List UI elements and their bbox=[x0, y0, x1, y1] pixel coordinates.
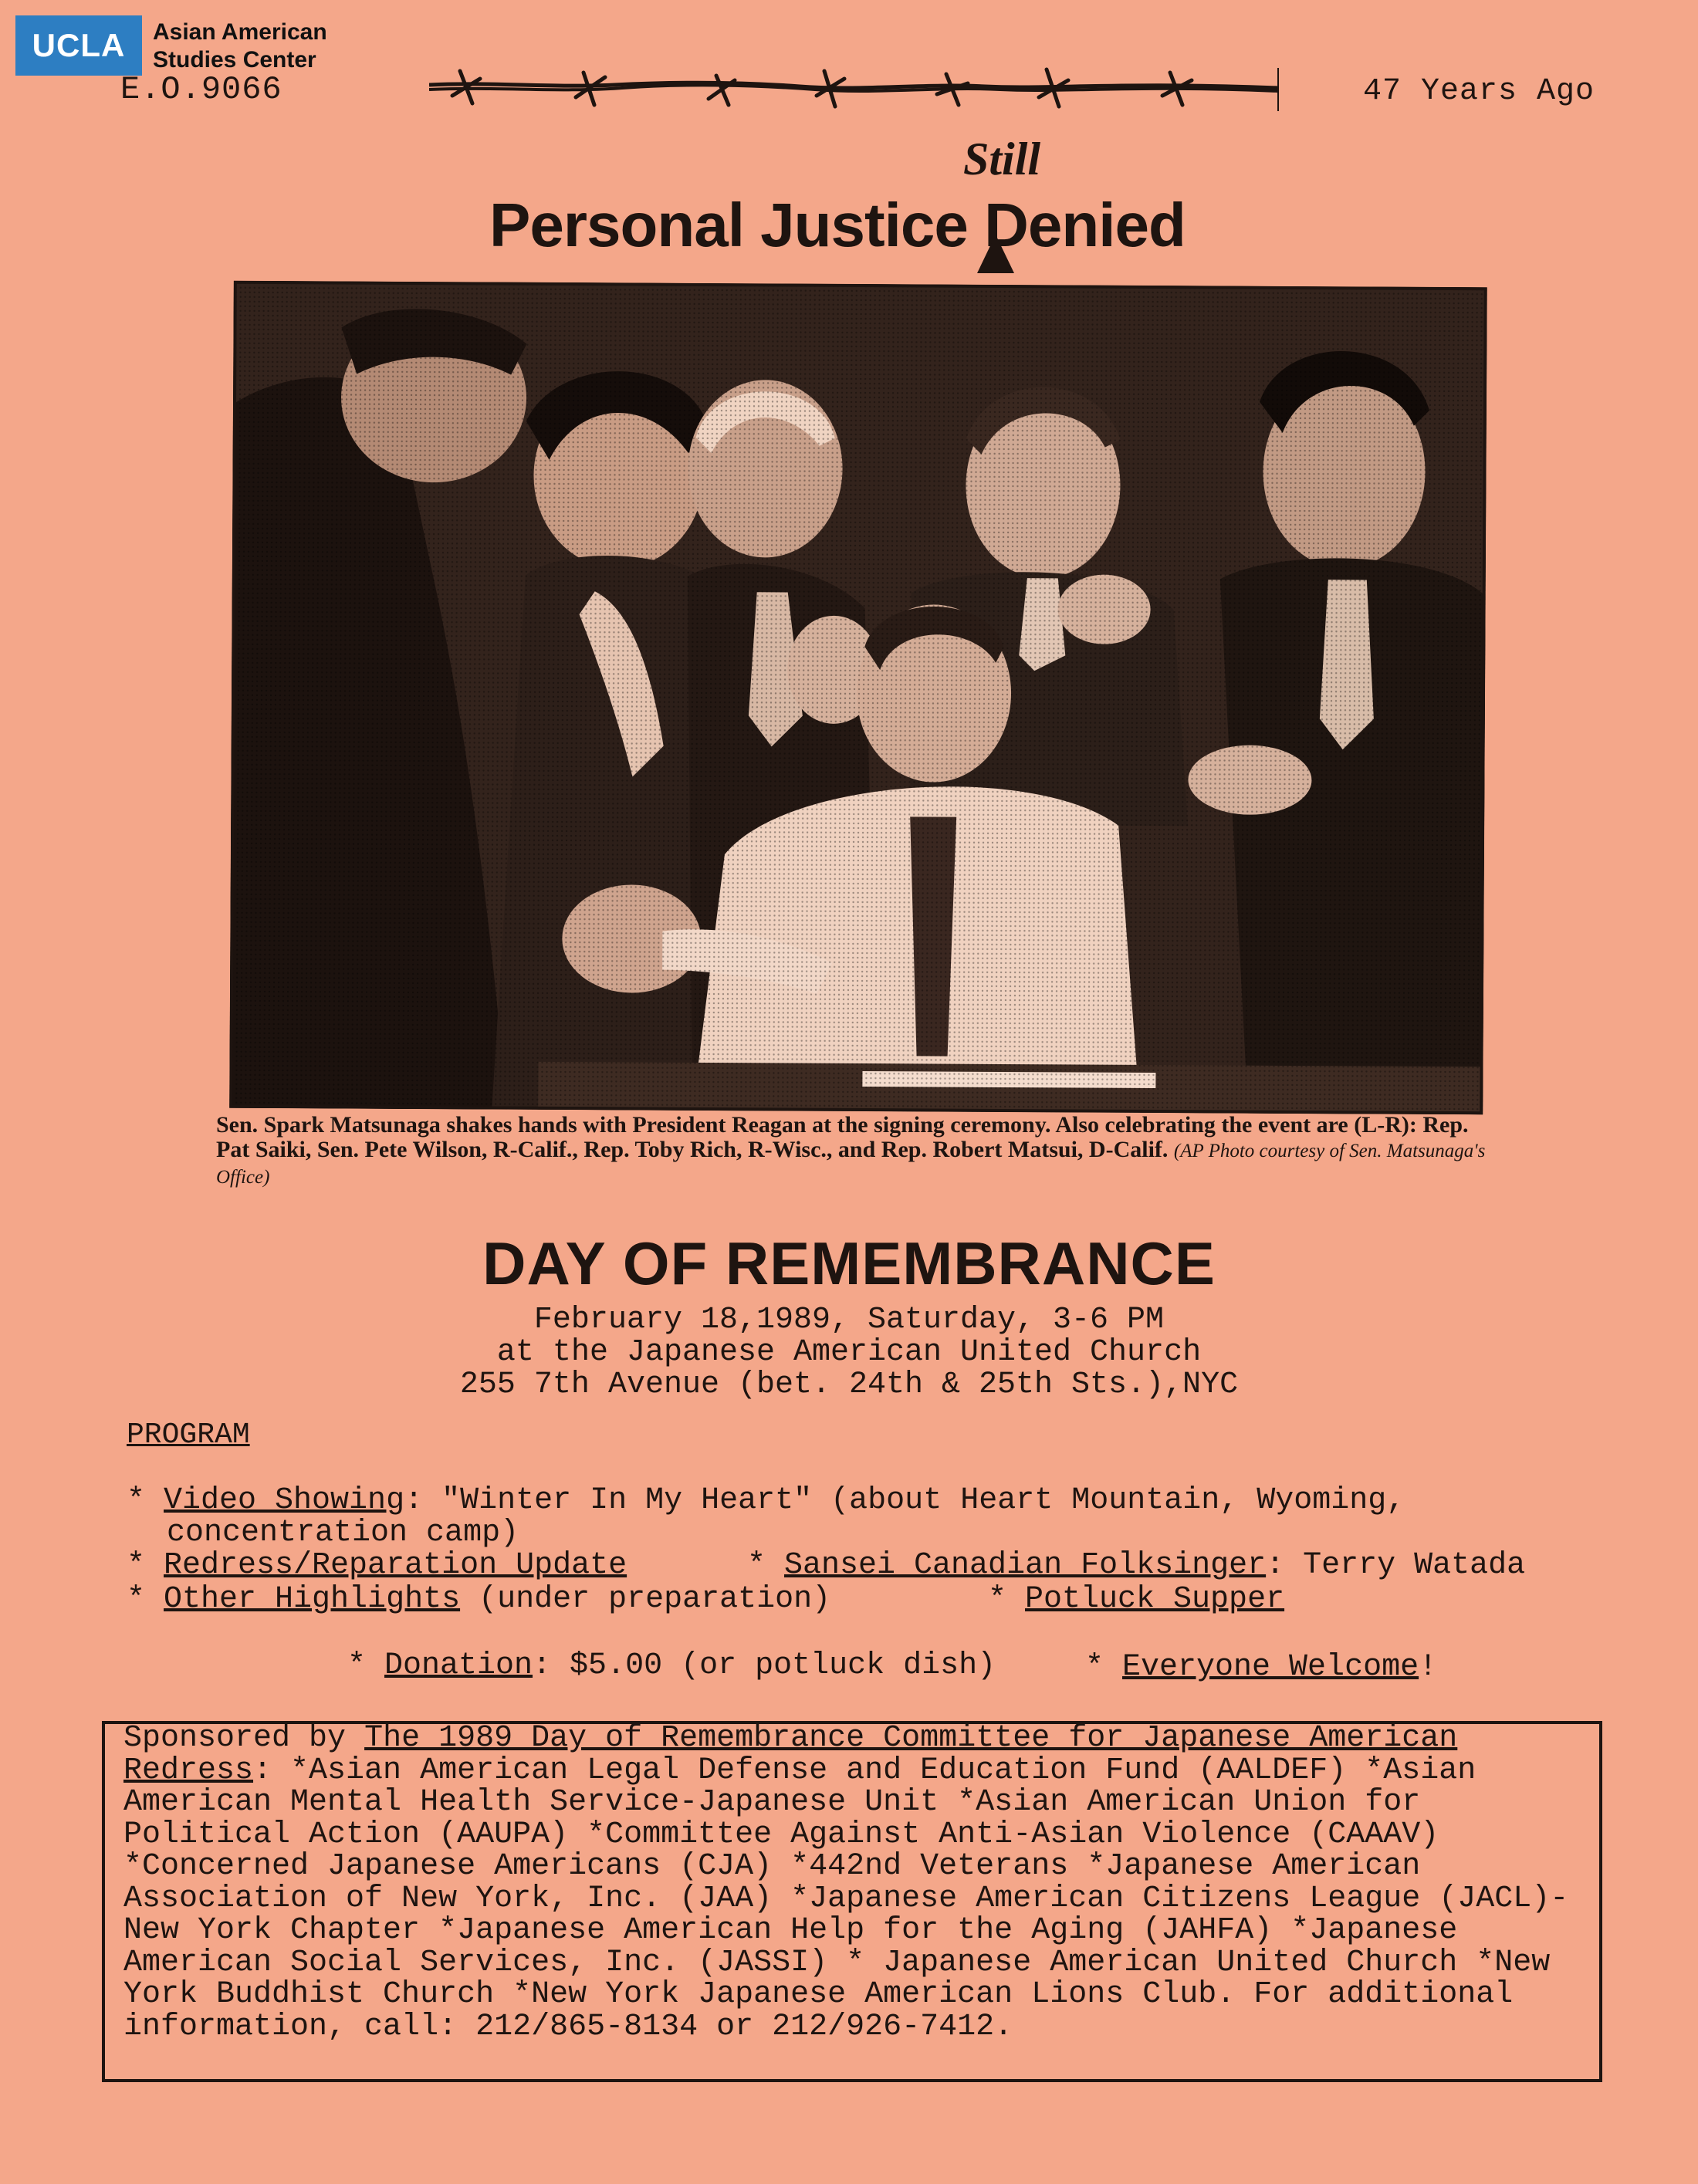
event-title: DAY OF REMEMBRANCE bbox=[482, 1229, 1216, 1297]
photo-credit: (AP Photo courtesy of Sen. Matsunaga's Office) bbox=[216, 1141, 1486, 1188]
video-label: Video Showing bbox=[164, 1483, 405, 1518]
still-insert: Still bbox=[963, 134, 1041, 184]
donation-value: : $5.00 (or potluck dish) bbox=[533, 1648, 996, 1683]
video-description: : "Winter In My Heart" (about Heart Mountain, Wyoming, bbox=[404, 1483, 1405, 1518]
center-name-line2: Studies Center bbox=[153, 47, 316, 73]
donation-line: * Donation: $5.00 (or potluck dish) bbox=[347, 1648, 996, 1683]
photo-caption bbox=[216, 1113, 1490, 1190]
ucla-logo: UCLA bbox=[15, 15, 142, 76]
program-item-redress: * Redress/Reparation Update bbox=[127, 1548, 627, 1583]
welcome-label: Everyone Welcome bbox=[1122, 1650, 1419, 1685]
highlights-label: Other Highlights bbox=[164, 1582, 461, 1617]
insertion-caret-icon bbox=[977, 235, 1014, 273]
donation-label: Donation bbox=[384, 1648, 533, 1683]
sponsoring-committee: The 1989 Day of Remembrance Committee for Japanese American Redress bbox=[123, 1721, 1458, 1788]
studies-center-name bbox=[153, 19, 327, 74]
sponsors-prefix: Sponsored by bbox=[123, 1721, 365, 1756]
folksinger-name: : Terry Watada bbox=[1266, 1548, 1526, 1583]
signing-ceremony-photo bbox=[229, 281, 1487, 1114]
program-item-video: * Video Showing: "Winter In My Heart" (about Heart Mountain, Wyoming, bbox=[127, 1483, 1405, 1518]
welcome-end: ! bbox=[1419, 1650, 1438, 1685]
program-heading: PROGRAM bbox=[127, 1418, 250, 1452]
event-date: February 18,1989, Saturday, 3-6 PM bbox=[533, 1303, 1165, 1337]
event-venue: at the Japanese American United Church bbox=[496, 1335, 1202, 1370]
caption-text: Sen. Spark Matsunaga shakes hands with President Reagan at the signing ceremony. Also celebrating the event are (L-R): Rep. Pat Saiki, Sen. Pete Wilson, R-Calif., Rep. Toby Rich, R-Wisc., and Rep. Robert Matsui, D-Calif. bbox=[216, 1112, 1469, 1162]
barbed-wire-icon bbox=[429, 65, 1286, 119]
highlights-note: (under preparation) bbox=[479, 1582, 831, 1617]
years-ago-label: 47 Years Ago bbox=[1363, 74, 1595, 109]
video-description-cont: concentration camp) bbox=[167, 1516, 519, 1550]
folksinger-label: Sansei Canadian Folksinger bbox=[784, 1548, 1267, 1583]
redress-label: Redress/Reparation Update bbox=[164, 1548, 627, 1583]
executive-order-number: E.O.9066 bbox=[120, 71, 282, 108]
headline: Personal Justice Denied bbox=[489, 191, 1186, 259]
sponsor-list: : *Asian American Legal Defense and Education Fund (AALDEF) *Asian American Mental Health Service-Japanese Unit *Asian American Union for Political Action (AAUPA) *Committee Against Anti-Asian Violence (CAAAV) *Concerned Japanese Americans (CJA) *442nd Veterans *Japanese American Association of New York, Inc. (JAA) *Japanese American Citizens League (JACL)-New York Chapter *Japanese American Help for the Aging (JAHFA) *Japanese American Social Services, Inc. (JASSI) * Japanese American United Church *New York Buddhist Church *New York Japanese American Lions Club. For additional information, call: 212/865-8134 or 212/926-7412. bbox=[123, 1753, 1569, 2044]
program-item-highlights: * Other Highlights (under preparation) bbox=[127, 1582, 831, 1617]
event-address: 255 7th Avenue (bet. 24th & 25th Sts.),NYC bbox=[459, 1368, 1239, 1402]
program-item-folksinger: * Sansei Canadian Folksinger: Terry Watada bbox=[747, 1548, 1526, 1583]
welcome-line: * Everyone Welcome! bbox=[1085, 1650, 1438, 1685]
potluck-label: Potluck Supper bbox=[1025, 1582, 1285, 1617]
program-item-potluck: * Potluck Supper bbox=[988, 1582, 1285, 1617]
center-name-line1: Asian American bbox=[153, 19, 327, 45]
sponsors-text bbox=[123, 1723, 1598, 2043]
